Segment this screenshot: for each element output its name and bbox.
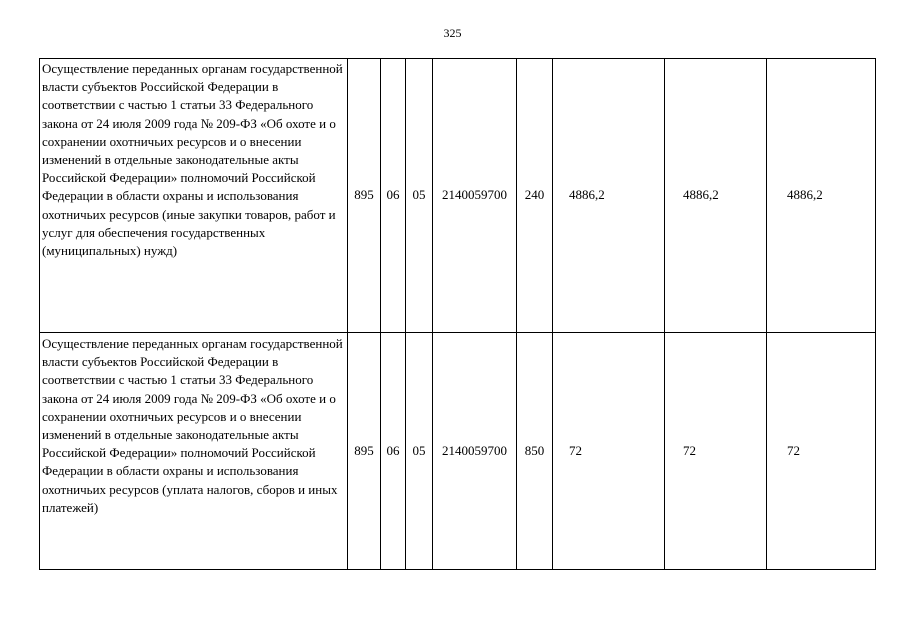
section-code: 06 [381,59,406,333]
subsection-code: 05 [406,59,433,333]
ministry-code: 895 [348,333,381,570]
amount-year-3: 4886,2 [767,59,876,333]
budget-table [39,58,876,570]
amount-year-1: 4886,2 [553,59,665,333]
row-description: Осуществление переданных органам государственной власти субъектов Российской Федерации в соответствии с частью 1 статьи 33 Федерального закона от 24 июля 2009 года № 209-ФЗ «Об охоте и о сохранении охотничьих ресурсов и о внесении изменений в отдельные законодательные акты Российской Федерации» полномочий Российской Федерации в области охраны и использования охотничьих ресурсов (иные закупки товаров, работ и услуг для обеспечения государственных (муниципальных) нужд) [40,59,348,333]
table-row [40,333,876,570]
target-article-code: 2140059700 [433,59,517,333]
row-description: Осуществление переданных органам государственной власти субъектов Российской Федерации в соответствии с частью 1 статьи 33 Федерального закона от 24 июля 2009 года № 209-ФЗ «Об охоте и о сохранении охотничьих ресурсов и о внесении изменений в отдельные законодательные акты Российской Федерации» полномочий Российской Федерации в области охраны и использования охотничьих ресурсов (уплата налогов, сборов и иных платежей) [40,333,348,570]
amount-year-2: 72 [665,333,767,570]
page-number: 325 [443,26,462,40]
ministry-code: 895 [348,59,381,333]
amount-year-3: 72 [767,333,876,570]
target-article-code: 2140059700 [433,333,517,570]
amount-year-2: 4886,2 [665,59,767,333]
expense-type-code: 850 [517,333,553,570]
table-row [40,59,876,333]
amount-year-1: 72 [553,333,665,570]
subsection-code: 05 [406,333,433,570]
expense-type-code: 240 [517,59,553,333]
section-code: 06 [381,333,406,570]
